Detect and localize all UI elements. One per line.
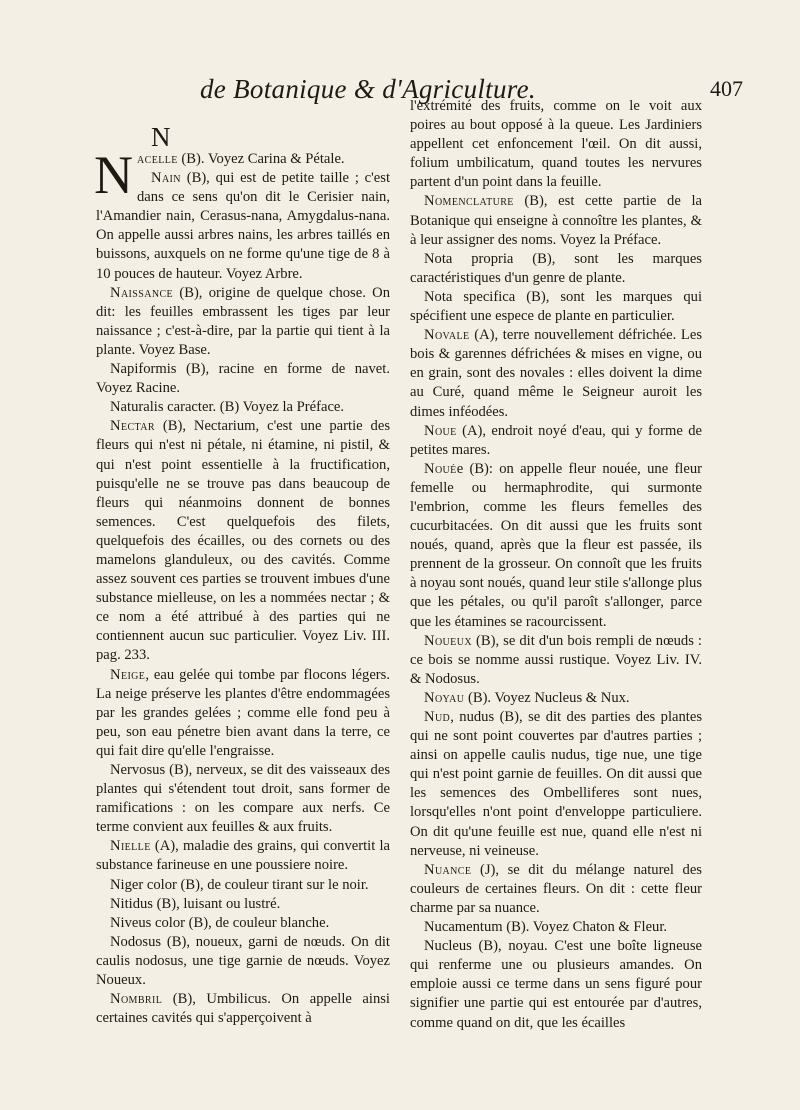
entry-text: Nitidus (B), luisant ou lustré. — [110, 895, 281, 912]
entry-text: , eau gelée qui tombe par flocons légers. La neige préserve les plantes d'être endommagées par les grandes gelées ; comme elle fond peu à peu, son eau pénetre bien avant dans la terre, ce qui fait dire qu'elle l'engraisse. — [96, 666, 390, 759]
dictionary-entry — [410, 689, 702, 708]
entry-text: Nota propria (B), sont les marques caractéristiques d'un genre de plante. — [410, 250, 702, 286]
dictionary-entry — [410, 937, 702, 1032]
entry-text: (B), est cette partie de la Botanique qui enseigne à connoître les plantes, & à leur assigner des noms. Voyez la Préface. — [410, 193, 702, 248]
entry-headword: acelle — [137, 151, 178, 167]
dictionary-entry — [410, 861, 702, 918]
dictionary-entry — [410, 632, 702, 689]
dictionary-entry — [410, 460, 702, 632]
entry-headword: Novale — [424, 327, 470, 344]
dictionary-entry — [96, 895, 390, 914]
entry-text: Nota specifica (B), sont les marques qui spécifient une espece de plante en particulier. — [410, 288, 702, 325]
dictionary-entry — [96, 990, 390, 1028]
entry-headword: Naissance — [110, 284, 174, 301]
dictionary-entry — [410, 250, 702, 288]
section-letter: N — [151, 122, 171, 152]
entry-headword: Nectar — [110, 418, 155, 435]
left-column — [94, 145, 390, 1028]
entry-text: l'extrémité des fruits, comme on le voit aux poires au bout opposé à la queue. Les Jardiniers appellent cet enfoncement l'œil. On dit aussi, folium umbilicatum, quand toutes les nervures partent d'un point dans la feuille. — [410, 98, 702, 191]
entry-text: (B), Umbilicus. On appelle ainsi certaines cavités qui s'apperçoivent à — [96, 991, 390, 1027]
entry-headword: Noyau — [424, 689, 465, 706]
entry-text: (A), terre nouvellement défrichée. Les bois & garennes défrichées & mises en vigne, ou en grain, sont des novales : elles doivent la dime au Curé, quand même le Seigneur auroit les dimes inféodées. — [410, 327, 702, 420]
entry-text: (B). Voyez Nucleus & Nux. — [464, 689, 630, 706]
drop-cap: N — [94, 145, 133, 205]
page-number: 407 — [710, 76, 743, 101]
dictionary-entry — [96, 837, 390, 875]
entry-headword: Nombril — [110, 991, 163, 1008]
dictionary-entry — [96, 761, 390, 837]
entry-text: Nodosus (B), noueux, garni de nœuds. On dit caulis nodosus, une tige garnie de nœuds. Voyez Noueux. — [96, 933, 390, 989]
dictionary-entry — [410, 918, 702, 937]
entry-headword: Noue — [424, 422, 457, 439]
entry-text: Nucleus (B), noyau. C'est une boîte ligneuse qui renferme une ou plusieurs amandes. On emploie aussi ce terme dans un sens figuré pour signifier une partie qui est entourée par d'autres, comme quand on dit, que les écailles — [410, 938, 702, 1031]
entry-headword: Nain — [151, 170, 181, 187]
entry-text: , nudus (B), se dit des parties des plantes qui ne sont point couvertes par d'autres parties ; ainsi on appelle caulis nudus, tige nue, une tige qui n'est point garnie de feuilles. On dit aussi que les semences des Ombelliferes sont nues, lorsqu'elles n'ont point d'enveloppe particuliere. On dit qu'une feuille est nue, quand elle n'est ni nerveuse, ni veineuse. — [410, 709, 702, 859]
entry-text: Niveus color (B), de couleur blanche. — [110, 914, 330, 931]
dictionary-entry — [96, 284, 390, 360]
dictionary-entry — [410, 326, 702, 421]
entry-text: Napiformis (B), racine en forme de navet. Voyez Racine. — [96, 361, 390, 397]
entry-text: (A), maladie des grains, qui convertit la substance farineuse en une poussiere noire. — [96, 838, 390, 874]
dictionary-entry — [96, 933, 390, 990]
right-column — [410, 97, 702, 1033]
dictionary-entry — [96, 398, 390, 417]
dictionary-entry — [410, 288, 702, 326]
dictionary-entry — [410, 422, 702, 460]
entry-text: (B), origine de quelque chose. On dit: les feuilles embrassent les tiges par leur naissance ; c'est-à-dire, par la partie qui tient à la plante. Voyez Base. — [96, 284, 390, 358]
dictionary-entry — [96, 666, 390, 761]
entry-text: (B). Voyez Carina & Pétale. — [177, 151, 345, 167]
entry-text: (B), qui est de petite taille ; c'est dans ce sens qu'on dit le Cerisier nain, l'Amandier nain, Cerasus-nana, Amygdalus-nana. On appelle aussi arbres nains, les arbres taillés en buissons, auxquels on ne forme qu'une tige de 8 à 10 pouces de hauteur. Voyez Arbre. — [96, 170, 390, 282]
entry-headword: Neige — [110, 666, 146, 683]
entry-headword: Nielle — [110, 838, 151, 855]
entry-text: (B), se dit d'un bois rempli de nœuds : ce bois se nomme aussi rustique. Voyez Liv. IV. & Nodosus. — [410, 632, 702, 687]
entry-headword: Noué — [424, 460, 457, 477]
dictionary-entry — [96, 360, 390, 398]
entry-headword: Nomenclature — [424, 193, 514, 210]
entry-text: (A), endroit noyé d'eau, qui y forme de petites mares. — [410, 422, 702, 458]
dictionary-entry — [96, 417, 390, 665]
entry-text: Niger color (B), de couleur tirant sur le noir. — [110, 876, 369, 893]
dictionary-entry — [96, 876, 390, 895]
running-title: de Botanique & d'Agriculture. — [200, 74, 536, 104]
entry-text: (B), Nectarium, c'est une partie des fleurs qui n'est ni pétale, ni étamine, ni pistil, & qui n'est point essentielle à la fructification, puisqu'elle ne se trouve pas dans beaucoup de fleurs qui néanmoins donnent de bonnes semences. C'est quelquefois des filets, quelquefois des écailles, ou des cornets ou des mamelons glanduleux, ou des cavités. Comme assez souvent ces parties se trouvent imbues d'une substance mielleuse, on les a nommées nectar ; & ce nom a été attribué à des parties qui ne contiennent aucun suc particulier. Voyez Liv. III. pag. 233. — [96, 418, 390, 664]
dictionary-entry — [410, 97, 702, 192]
dictionary-entry — [410, 708, 702, 861]
dictionary-entry — [96, 914, 390, 933]
dictionary-entry — [96, 169, 390, 284]
entry-text: (J), se dit du mélange naturel des couleurs de certaines fleurs. On dit : cette fleur charme par sa nuance. — [410, 861, 702, 916]
entry-headword: Nud — [424, 709, 451, 725]
dictionary-entry — [410, 192, 702, 249]
entry-text: Nervosus (B), nerveux, se dit des vaisseaux des plantes qui s'étendent tout droit, sans former de ramifications : on les compare aux nerfs. Ce terme convient aux feuilles & aux fruits. — [96, 762, 390, 836]
entry-text: Nucamentum (B). Voyez Chaton & Fleur. — [424, 919, 668, 936]
entry-headword: Nuance — [424, 861, 472, 878]
entry-headword: Noueux — [424, 632, 472, 649]
entry-text: Naturalis caracter. (B) Voyez la Préface. — [110, 399, 345, 416]
entry-text: e (B): on appelle fleur nouée, une fleur femelle ou hermaphrodite, qui surmonte l'embrion, comme les fleurs femelles des cucurbitacées. On dit aussi que les fruits sont noués, quand, après que la fleur est passée, ils prennent de la grosseur. On connoît que les fruits à noyau sont noués, quand leur stile s'allonge plus que les pétales, ou qu'il paroît s'allonger, parce que les étamines se racourcissent. — [410, 460, 702, 630]
